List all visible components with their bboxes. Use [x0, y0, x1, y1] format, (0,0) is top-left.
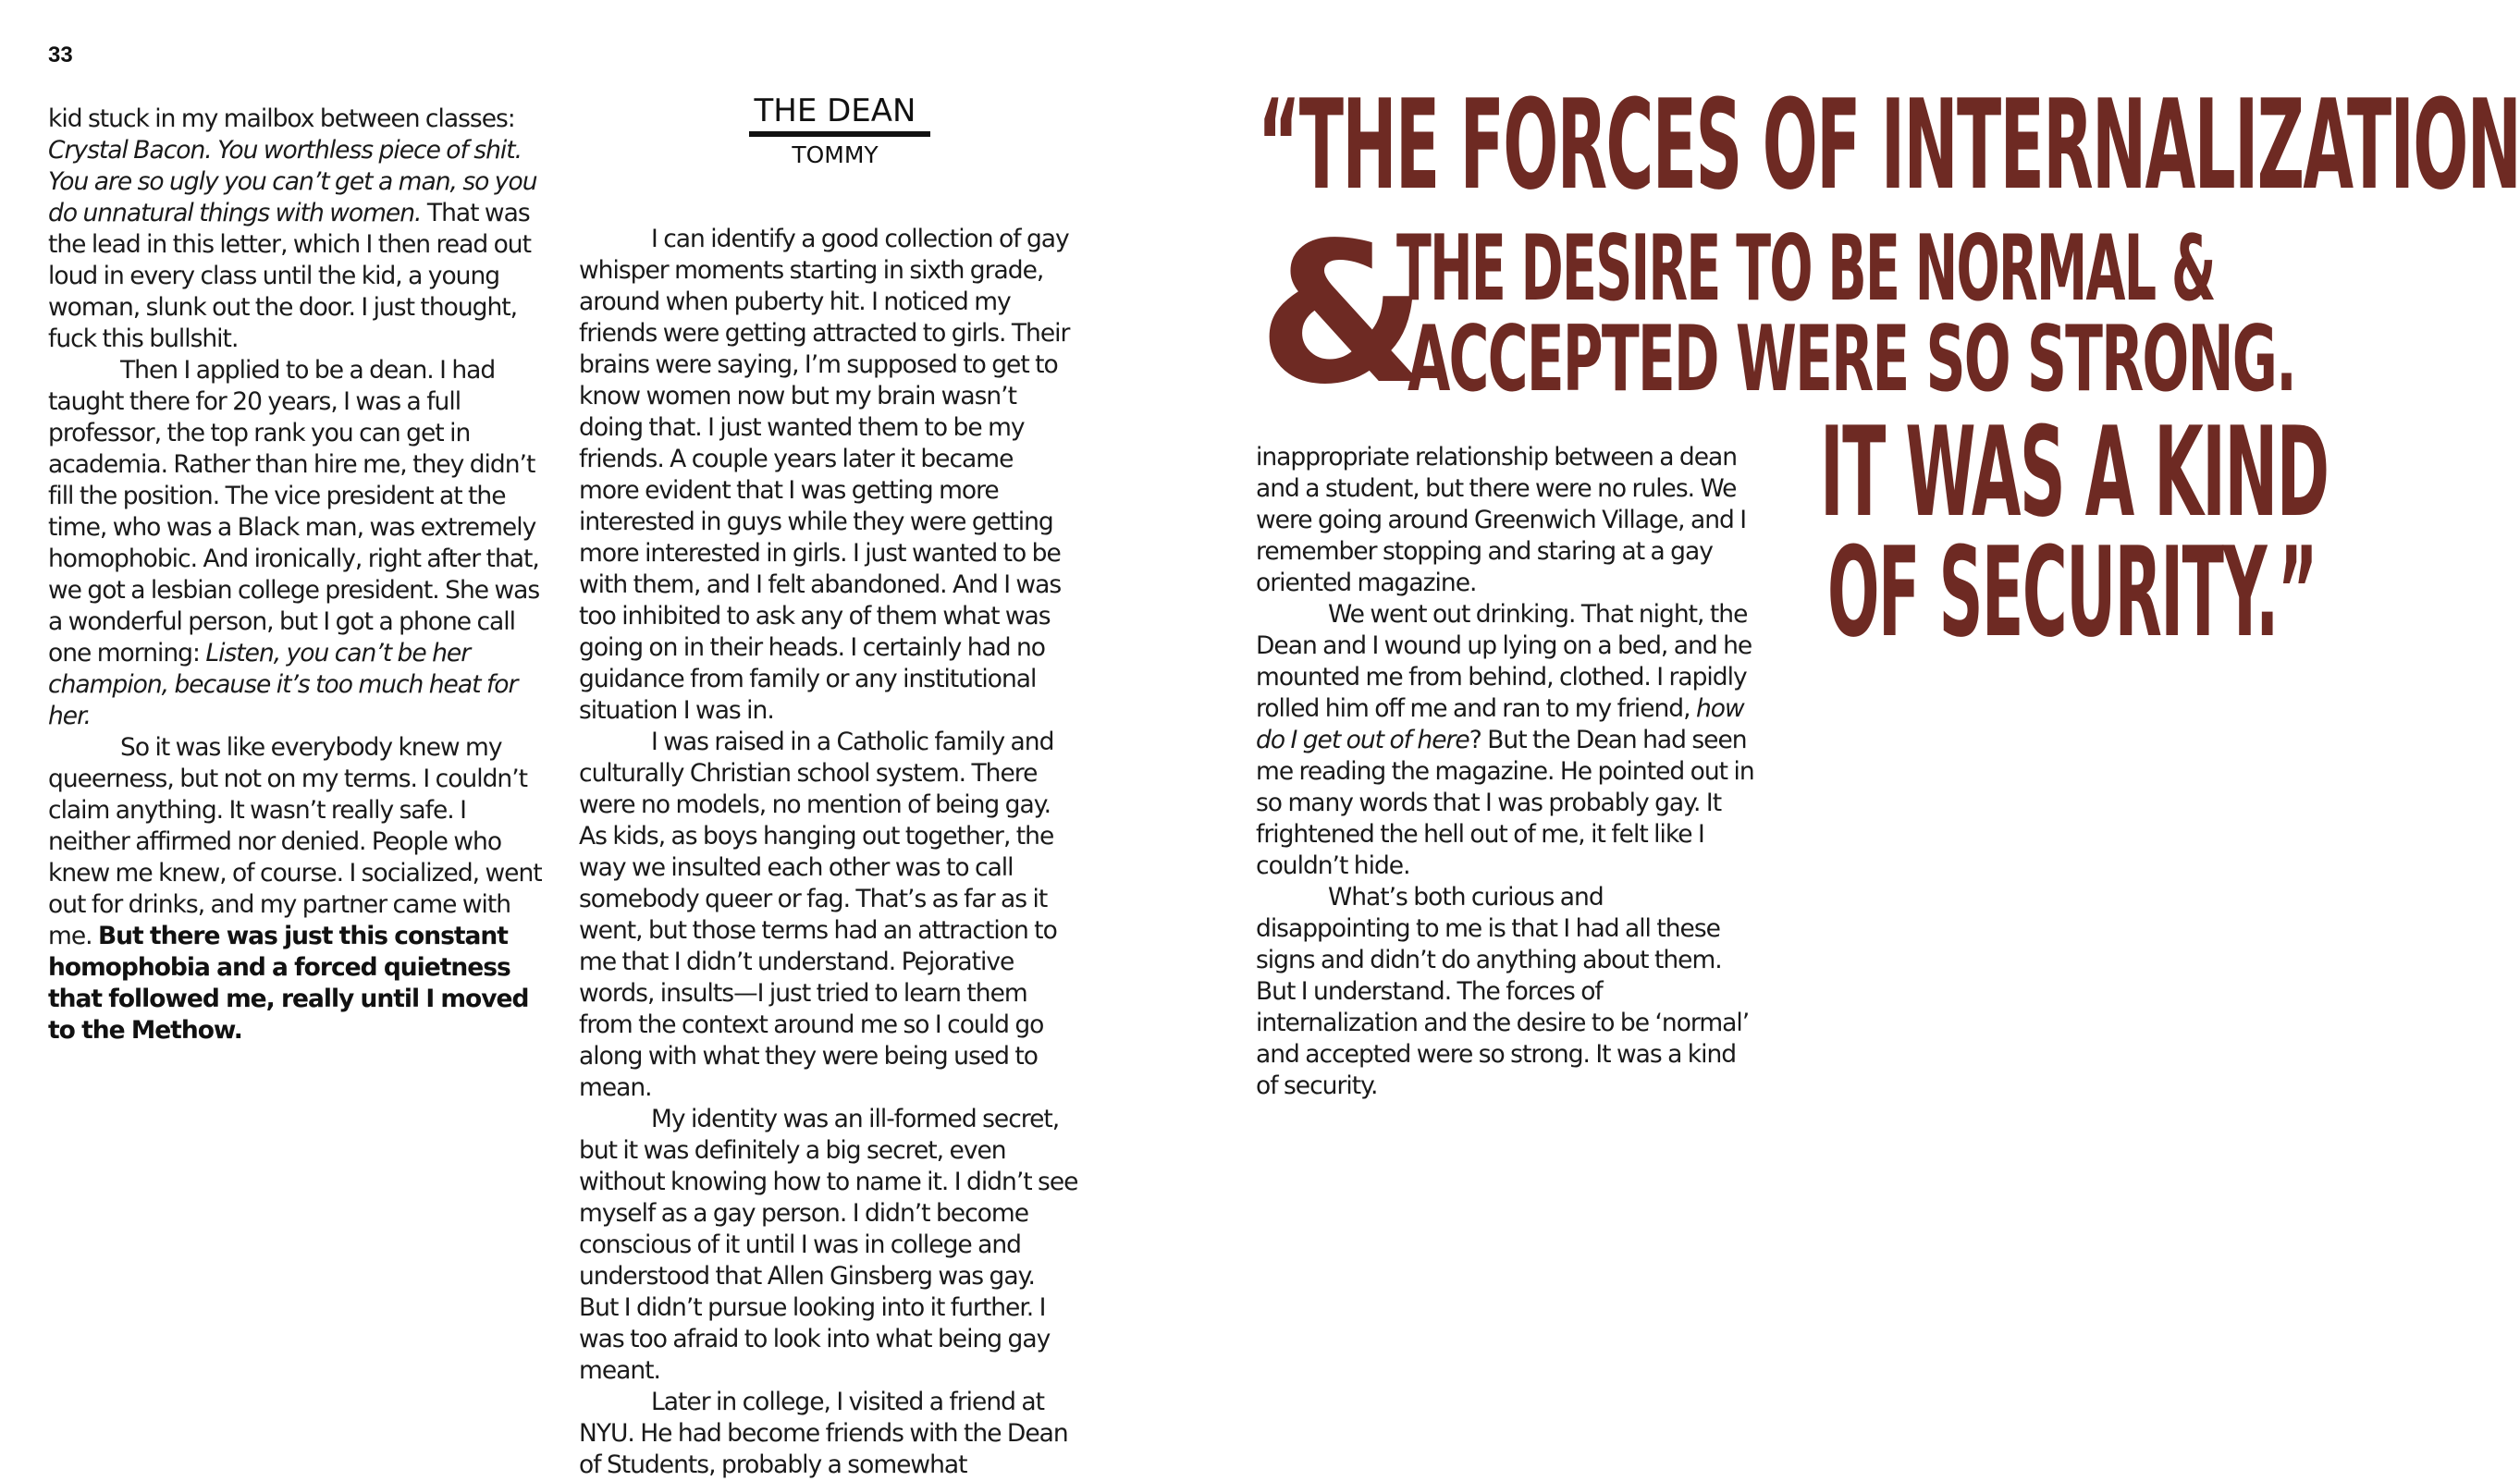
paragraph: I can identify a good collection of gay whisper moments starting in sixth grade, around when puberty hit. I noticed my friends were getting attracted to girls. Their brains were saying, I’m supposed to get to know women now but my brain wasn’t doing that. I just wanted them to be my friends. A couple years later it became more evident that I was getting more interested in guys while they were getting more interested in girls. I just wanted to be with them, and I felt abandoned. And I was too inhibited to ask any of them what was going on in their heads. I certainly had no guidance from family or any institutional situation I was in. — [579, 225, 1070, 725]
header-rule — [749, 131, 930, 137]
paragraph — [48, 104, 547, 355]
italic-quote: Listen, you can’t be her champion, because it’s too much heat for her. — [48, 639, 518, 730]
paragraph: Later in college, I visited a friend at NYU. He had become friends with the Dean of Students, probably a somewhat — [579, 1388, 1068, 1479]
section-header — [740, 91, 930, 172]
pull-quote-line-3: ACCEPTED WERE SO STRONG. — [1408, 307, 2295, 412]
pull-quote-ampersand: & — [1258, 201, 1428, 427]
paragraph: What’s both curious and disappointing to me is that I had all these signs and didn’t do anything about them. But I understand. The forces of internalization and the desire to be ‘normal’ and accepted were so strong. It was a kind of security. — [1256, 883, 1750, 1100]
paragraph-text: kid stuck in my mailbox between classes: — [48, 104, 515, 133]
paragraph: I was raised in a Catholic family and culturally Christian school system. There were no models, no mention of being gay. As kids, as boys hanging out together, the way we insulted each other was to call somebody queer or fag. That’s as far as it went, but those terms had an attraction to me that I didn’t understand. Pejorative words, insults—I just tried to learn them from the context around me so I could go along with what they were being used to mean. — [579, 728, 1057, 1102]
section-title: THE DEAN — [754, 92, 916, 129]
interviewee-name: TOMMY — [792, 141, 879, 168]
text-column-left — [48, 104, 547, 1046]
pull-quote-line-5: OF SECURITY.” — [1827, 520, 2317, 665]
paragraph-text: Then I applied to be a dean. I had taught there for 20 years, I was a full professor, the top rank you can get in academia. Rather than hire me, they didn’t fill the position. The vice president at the time, who was a Black man, was extremely homophobic. And ironically, right after that, we got a lesbian college president. She was a wonderful person, but I got a phone call one morning: — [48, 356, 540, 667]
pull-quote-line-2: THE DESIRE TO BE NORMAL & — [1396, 216, 2215, 322]
paragraph — [48, 355, 547, 732]
pull-quote-line-4: IT WAS A KIND — [1820, 400, 2329, 545]
paragraph-text: That was the lead in this letter, which I then read out loud in every class until the kid, a young woman, slunk out the door. I just thought, fuck this bullshit. — [48, 199, 531, 353]
paragraph-text: So it was like everybody knew my queerness, but not on my terms. I couldn’t claim anything. It wasn’t really safe. I neither affirmed nor denied. People who knew me knew, of course. I socialized, went out for drinks, and my partner came with me. — [48, 733, 542, 950]
paragraph-text: ? But the Dean had seen me reading the magazine. He pointed out in so many words that I was probably gay. It frightened the hell out of me, it felt like I couldn’t hide. — [1256, 726, 1754, 880]
italic-phrase: how do I get out of here — [1256, 694, 1744, 754]
paragraph-text: We went out drinking. That night, the Dean and I wound up lying on a bed, and he mounted me from behind, clothed. I rapidly rolled him off me and ran to my friend, — [1256, 600, 1752, 723]
paragraph: My identity was an ill-formed secret, but it was definitely a big secret, even without knowing how to name it. I didn’t see myself as a gay person. I didn’t become conscious of it until I was in college and understood that Allen Ginsberg was gay. But I didn’t pursue looking into it further. I was too afraid to look into what being gay meant. — [579, 1105, 1078, 1385]
pull-quote-line-1: “THE FORCES OF INTERNALIZATION — [1258, 73, 2520, 217]
bold-highlight: But there was just this constant homophobia and a forced quietness that followed me, really until I moved to the Methow. — [48, 922, 529, 1045]
paragraph — [48, 732, 547, 1046]
paragraph — [1256, 599, 1755, 882]
italic-quote: Crystal Bacon. You worthless piece of shit. You are so ugly you can’t get a man, so you do unnatural things with women. — [48, 136, 537, 227]
paragraph: inappropriate relationship between a dean and a student, but there were no rules. We were going around Greenwich Village, and I remember stopping and staring at a gay oriented magazine. — [1256, 443, 1747, 597]
text-column-middle — [579, 224, 1078, 1481]
page-number: 33 — [48, 43, 73, 67]
text-column-right — [1256, 442, 1755, 1102]
